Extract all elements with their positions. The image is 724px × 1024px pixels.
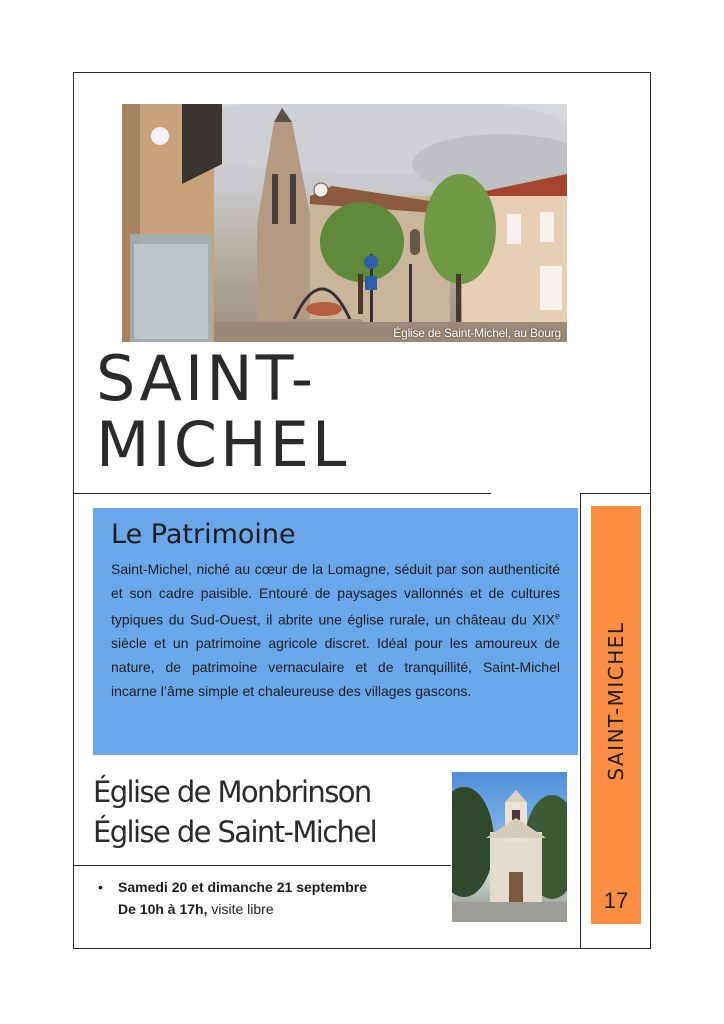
title-divider [73, 493, 491, 494]
patrimoine-body-part2: siècle et un patrimoine agricole discret. Idéal pour les amoureux de nature, de patrimoine vernaculaire et de tranquillité, Saint-Michel incarne l’âme simple et chaleureuse des villages gascons. [111, 635, 560, 699]
patrimoine-body-superscript: e [554, 611, 560, 622]
patrimoine-body-part1: Saint-Michel, niché au cœur de la Lomagne, séduit par son authenticité et son cadre paisible. Entouré de paysages vallonnés et de cultures typiques du Sud-Ouest, il abrite une église rurale, un château du XIX [111, 561, 560, 628]
churches-heading [93, 772, 376, 852]
events-divider [73, 865, 451, 866]
hero-photo-illustration [122, 104, 567, 342]
event-access: visite libre [207, 901, 274, 917]
patrimoine-body [111, 558, 560, 703]
patrimoine-heading: Le Patrimoine [111, 519, 296, 550]
sidebar-label: SAINT-MICHEL [604, 621, 628, 781]
church-photo-illustration [452, 772, 567, 922]
page-title: SAINT- MICHEL [96, 342, 350, 481]
church-name-saint-michel: Église de Saint-Michel [93, 815, 377, 849]
events-list [98, 876, 367, 920]
event-hours: De 10h à 17h, [118, 901, 208, 917]
sidebar-top-rule [581, 493, 651, 494]
event-date: Samedi 20 et dimanche 21 septembre [118, 879, 367, 895]
event-bullet: • [98, 879, 103, 895]
church-photo [452, 772, 567, 922]
church-name-monbrinson: Église de Monbrinson [93, 775, 371, 809]
sidebar-tab [591, 506, 641, 924]
hero-photo-caption: Église de Saint-Michel, au Bourg [393, 326, 561, 340]
patrimoine-section [93, 508, 578, 755]
sidebar-divider [580, 493, 581, 949]
page-number: 17 [603, 888, 629, 913]
hero-photo-church-saint-michel [122, 104, 567, 342]
